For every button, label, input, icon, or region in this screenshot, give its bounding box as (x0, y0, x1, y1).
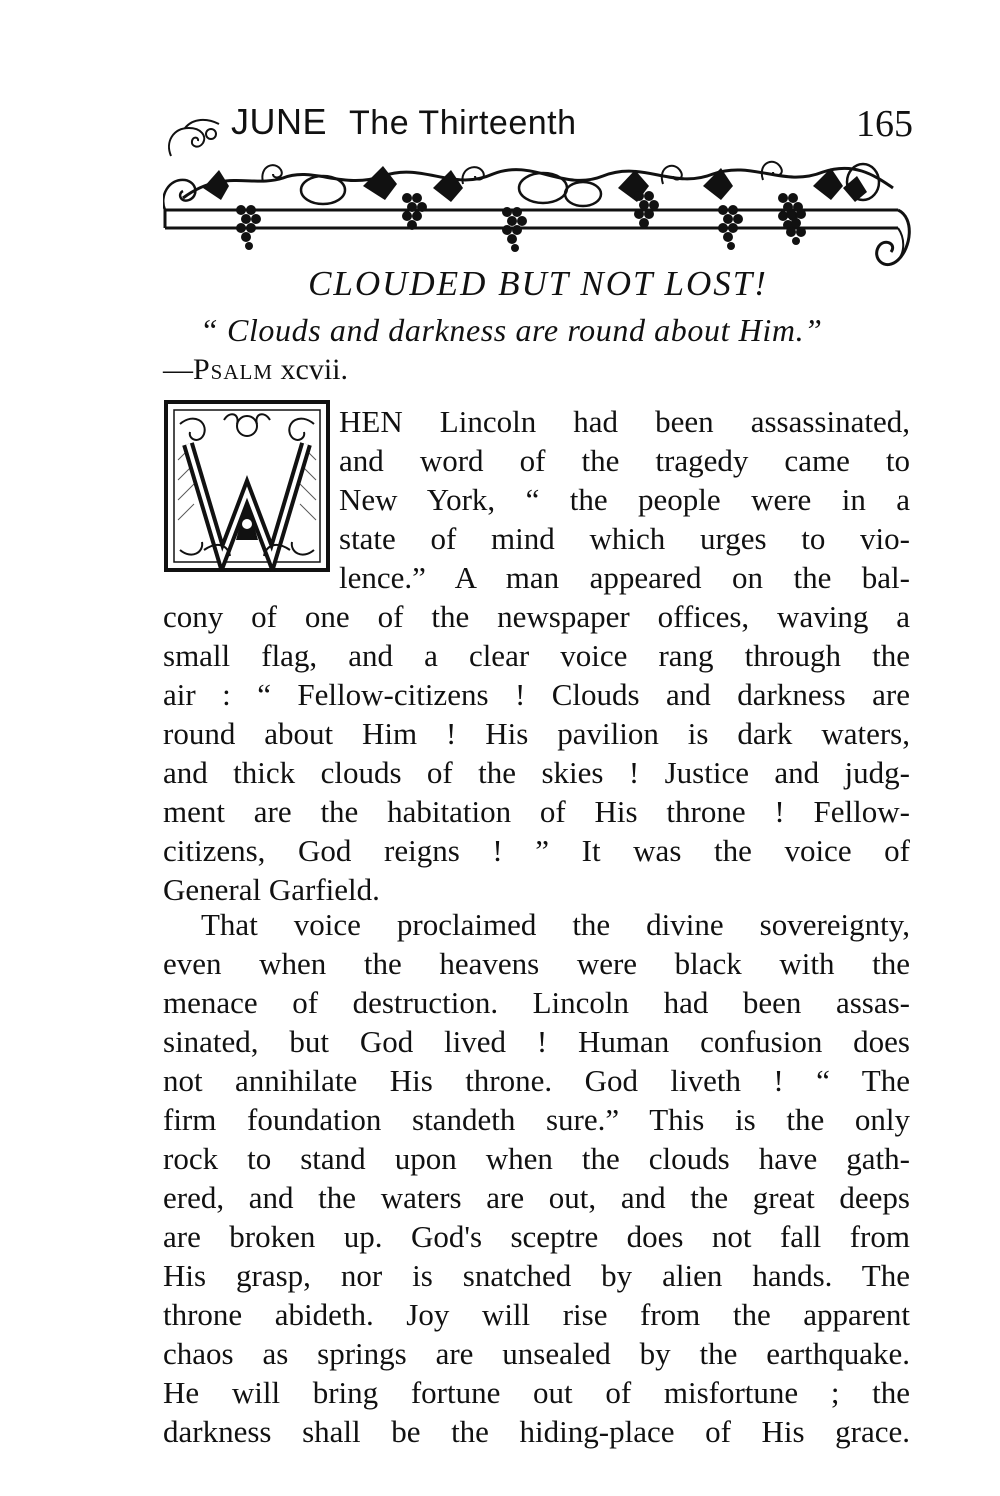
grapevine-border-icon (163, 148, 913, 273)
scripture-citation (163, 350, 913, 390)
line: darkness shall be the hiding-place of His grace. (163, 1414, 910, 1449)
line: not annihilate His throne. God liveth ! “ The (163, 1063, 910, 1098)
line: lence.” A man appeared on the bal- (339, 560, 910, 595)
line: He will bring fortune out of misfortune ; the (163, 1375, 910, 1410)
line: ment are the habitation of His throne ! Fellow- (163, 794, 910, 829)
line: menace of destruction. Lincoln had been assas- (163, 985, 910, 1020)
header-day: The Thirteenth (349, 104, 577, 142)
line: General Garfield. (163, 872, 380, 907)
line: ered, and the waters are out, and the great deeps (163, 1180, 910, 1215)
page-number: 165 (856, 103, 913, 145)
line: firm foundation standeth sure.” This is the only (163, 1102, 910, 1137)
line: and thick clouds of the skies ! Justice and judg- (163, 755, 910, 790)
line: rock to stand upon when the clouds have gath- (163, 1141, 910, 1176)
paragraph-1 (163, 402, 910, 909)
line: sinated, but God lived ! Human confusion does (163, 1024, 910, 1059)
line: chaos as springs are unsealed by the earthquake. (163, 1336, 910, 1371)
text-beside-initial (339, 402, 910, 597)
line: citizens, God reigns ! ” It was the voice of (163, 833, 910, 868)
line: air : “ Fellow-citizens ! Clouds and darkness are (163, 677, 910, 712)
citation-book: Psalm (193, 353, 274, 386)
line: small flag, and a clear voice rang through the (163, 638, 910, 673)
line: That voice proclaimed the divine sovereignty, (201, 907, 910, 942)
line: New York, “ the people were in a (339, 482, 910, 517)
running-header (163, 98, 913, 273)
citation-dash: — (163, 353, 193, 386)
line: are broken up. God's sceptre does not fall from (163, 1219, 910, 1254)
paragraph-2 (163, 905, 910, 1451)
line: state of mind which urges to vio- (339, 521, 910, 556)
line: round about Him ! His pavilion is dark waters, (163, 716, 910, 751)
line: HEN Lincoln had been assassinated, (339, 404, 910, 439)
line: throne abideth. Joy will rise from the apparent (163, 1297, 910, 1332)
citation-chapter: xcvii. (280, 353, 349, 386)
line: His grasp, nor is snatched by alien hands. The (163, 1258, 910, 1293)
line: and word of the tragedy came to (339, 443, 910, 478)
epigraph: “ Clouds and darkness are round about Him.” (200, 312, 823, 348)
header-title (231, 98, 577, 147)
line: cony of one of the newspaper offices, waving a (163, 599, 910, 634)
line: even when the heavens were black with the (163, 946, 910, 981)
header-month: JUNE (231, 101, 328, 142)
chapter-title: CLOUDED BUT NOT LOST! (308, 264, 768, 303)
